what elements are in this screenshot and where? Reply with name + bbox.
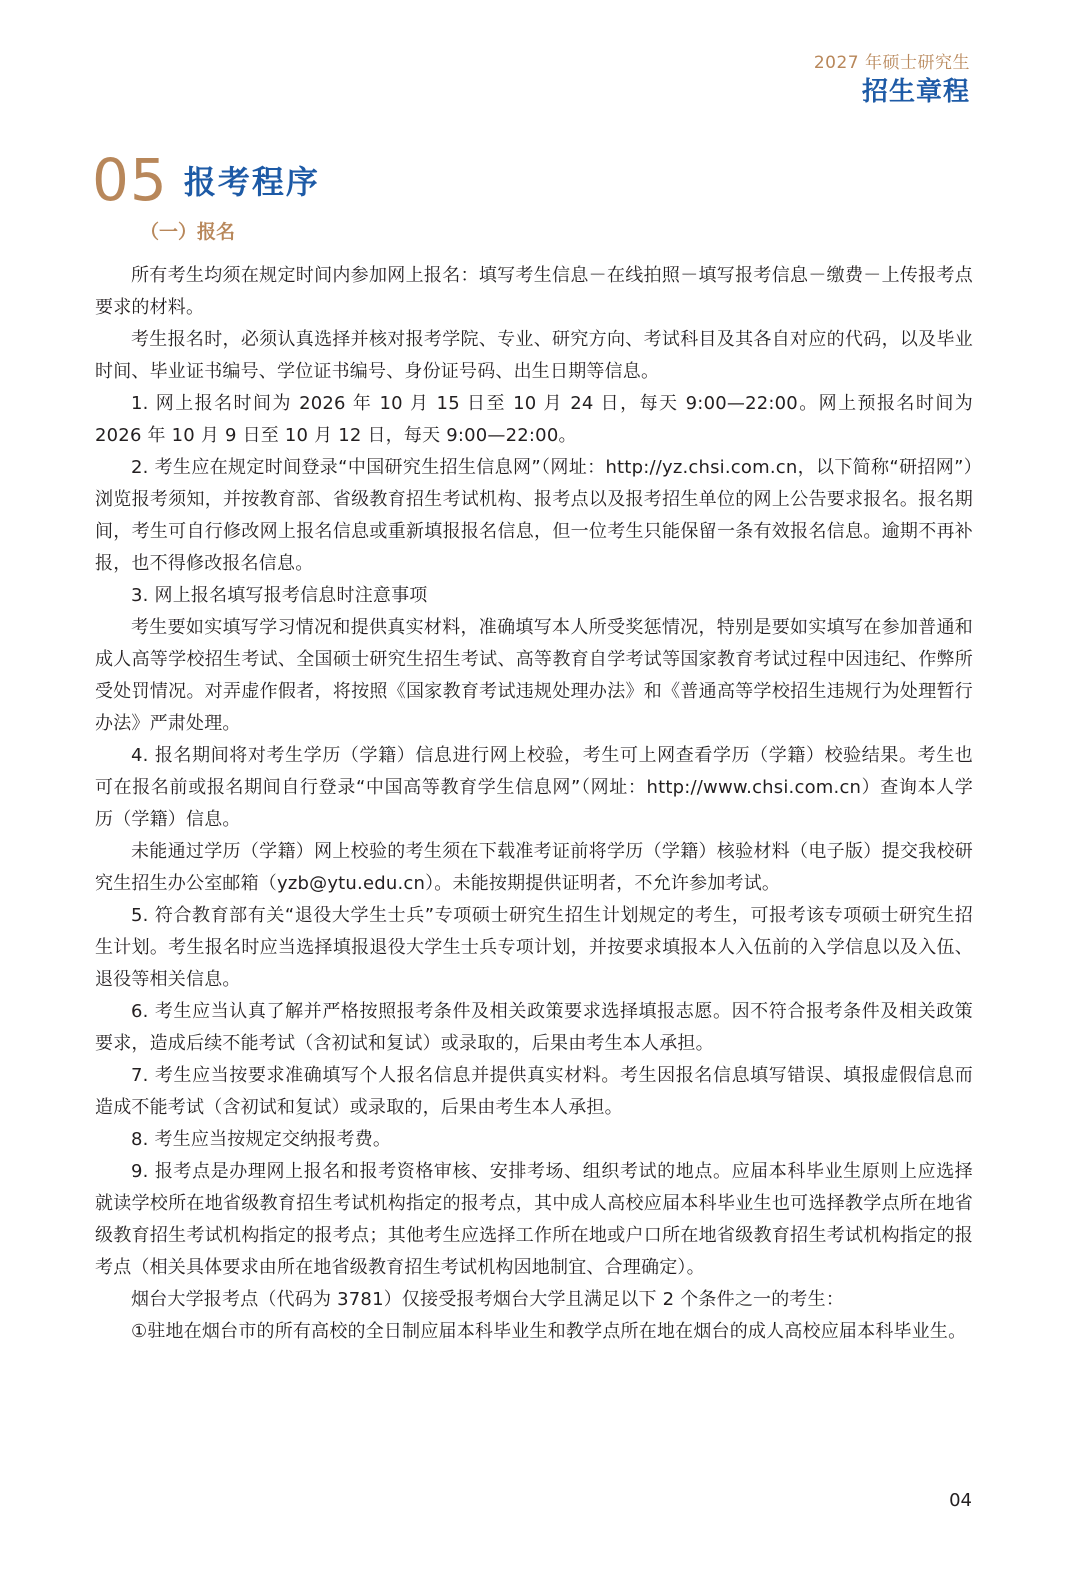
body-content [95, 260, 973, 1348]
paragraph: 未能通过学历（学籍）网上校验的考生须在下载准考证前将学历（学籍）核验材料（电子版）提交我校研究生招生办公室邮箱（yzb@ytu.edu.cn）。未能按期提供证明者，不允许参加考试。 [95, 841, 973, 894]
paragraph: 5. 符合教育部有关“退役大学生士兵”专项硕士研究生招生计划规定的考生，可报考该专项硕士研究生招生计划。考生报名时应当选择填报退役大学生士兵专项计划，并按要求填报本人入伍前的入学信息以及入伍、退役等相关信息。 [95, 905, 973, 990]
subsection-heading: （一）报名 [140, 221, 236, 243]
header-title: 招生章程 [861, 77, 970, 107]
section-number: 05 [92, 146, 168, 214]
paragraph: 考生要如实填写学习情况和提供真实材料，准确填写本人所受奖惩情况，特别是要如实填写在参加普通和成人高等学校招生考试、全国硕士研究生招生考试、高等教育自学考试等国家教育考试过程中因违纪、作弊所受处罚情况。对弄虚作假者，将按照《国家教育考试违规处理办法》和《普通高等学校招生违规行为处理暂行办法》严肃处理。 [95, 617, 973, 734]
paragraph: 考生报名时，必须认真选择并核对报考学院、专业、研究方向、考试科目及其各自对应的代码，以及毕业时间、毕业证书编号、学位证书编号、身份证号码、出生日期等信息。 [95, 329, 973, 382]
paragraph: 烟台大学报考点（代码为 3781）仅接受报考烟台大学且满足以下 2 个条件之一的考生： [131, 1289, 845, 1310]
paragraph: 所有考生均须在规定时间内参加网上报名：填写考生信息－在线拍照－填写报考信息－缴费－上传报考点要求的材料。 [95, 265, 973, 318]
paragraph: ①驻地在烟台市的所有高校的全日制应届本科毕业生和教学点所在地在烟台的成人高校应届本科毕业生。 [131, 1321, 967, 1342]
page-header [814, 50, 970, 108]
paragraph: 7. 考生应当按要求准确填写个人报名信息并提供真实材料。考生因报名信息填写错误、填报虚假信息而造成不能考试（含初试和复试）或录取的，后果由考生本人承担。 [95, 1065, 973, 1118]
paragraph: 8. 考生应当按规定交纳报考费。 [131, 1129, 392, 1150]
paragraph: 4. 报名期间将对考生学历（学籍）信息进行网上校验，考生可上网查看学历（学籍）校验结果。考生也可在报名前或报名期间自行登录“中国高等教育学生信息网”（网址：http://www.chsi.com.cn）查询本人学历（学籍）信息。 [95, 745, 973, 830]
paragraph: 3. 网上报名填写报考信息时注意事项 [131, 585, 428, 606]
paragraph: 1. 网上报名时间为 2026 年 10 月 15 日至 10 月 24 日，每天 9:00—22:00。网上预报名时间为 2026 年 10 月 9 日至 10 月 12 日，每天 9:00—22:00。 [95, 393, 973, 446]
page-number: 04 [949, 1490, 972, 1511]
paragraph: 6. 考生应当认真了解并严格按照报考条件及相关政策要求选择填报志愿。因不符合报考条件及相关政策要求，造成后续不能考试（含初试和复试）或录取的，后果由考生本人承担。 [95, 1001, 973, 1054]
paragraph: 9. 报考点是办理网上报名和报考资格审核、安排考场、组织考试的地点。应届本科毕业生原则上应选择就读学校所在地省级教育招生考试机构指定的报考点，其中成人高校应届本科毕业生也可选择教学点所在地省级教育招生考试机构指定的报考点；其他考生应选择工作所在地或户口所在地省级教育招生考试机构指定的报考点（相关具体要求由所在地省级教育招生考试机构因地制宜、合理确定）。 [95, 1161, 973, 1278]
paragraph: 2. 考生应在规定时间登录“中国研究生招生信息网”（网址：http://yz.chsi.com.cn，以下简称“研招网”）浏览报考须知，并按教育部、省级教育招生考试机构、报考点以及报考招生单位的网上公告要求报名。报名期间，考生可自行修改网上报名信息或重新填报报名信息，但一位考生只能保留一条有效报名信息。逾期不再补报，也不得修改报名信息。 [95, 457, 973, 574]
section-title: 报考程序 [183, 163, 320, 201]
section-heading [92, 140, 320, 220]
header-subtitle: 2027 年硕士研究生 [813, 53, 970, 73]
